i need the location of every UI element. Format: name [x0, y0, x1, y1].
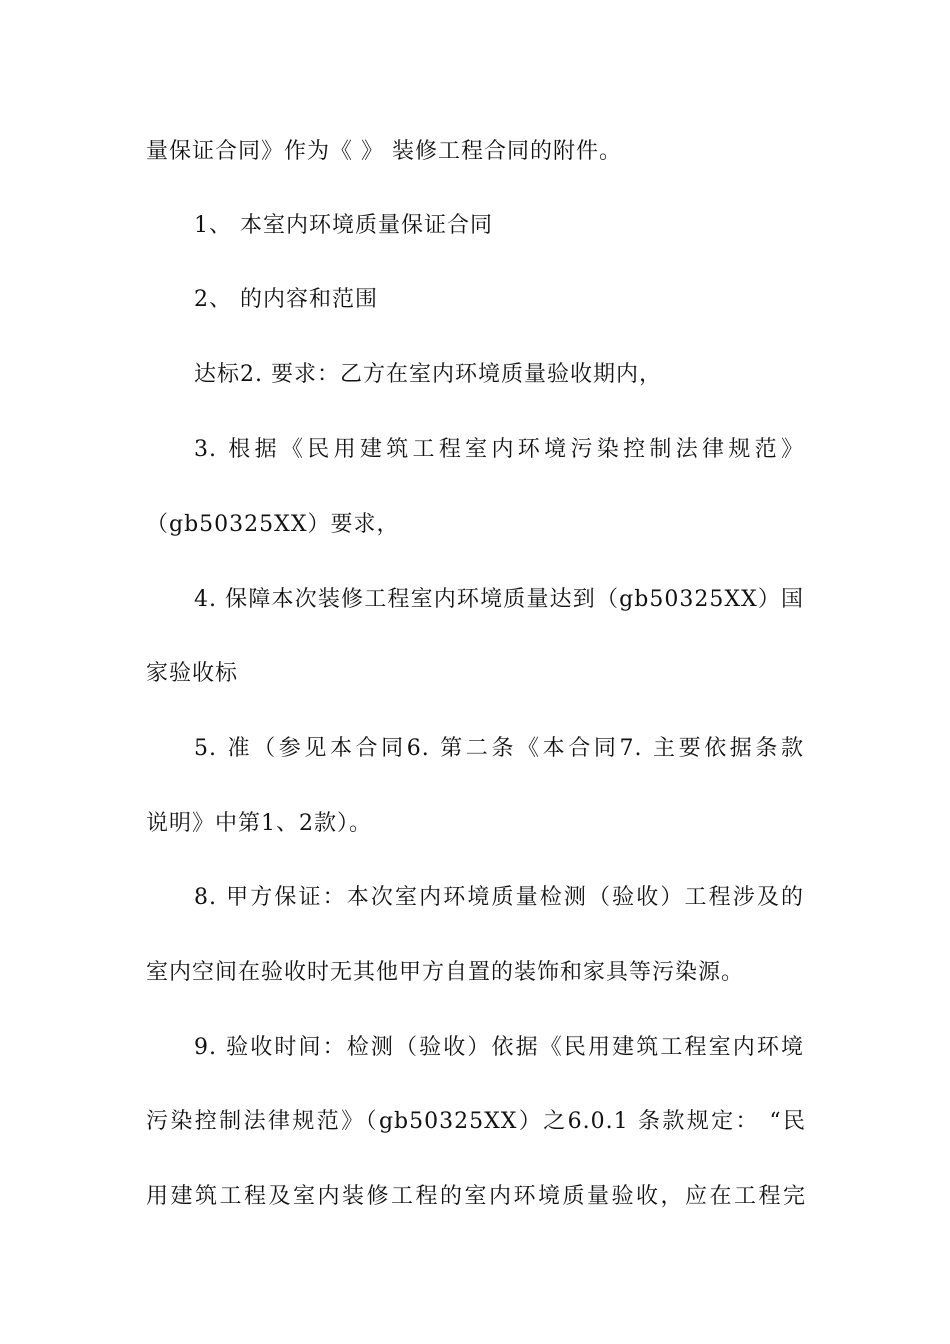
text-line-12: 室内空间在验收时无其他甲方自置的装饰和家具等污染源。 [146, 960, 745, 985]
text-line-7: 4. 保障本次装修工程室内环境质量达到（gb50325XX）国 [194, 587, 804, 612]
text-line-5: 3. 根据《民用建筑工程室内环境污染控制法律规范》 [194, 437, 804, 462]
text-line-10: 说明》中第1、2款）。 [146, 811, 372, 836]
text-line-14: 污染控制法律规范》（gb50325XX）之6.0.1 条款规定： “民 [146, 1109, 806, 1134]
text-line-6: （gb50325XX）要求， [146, 512, 400, 537]
text-line-13: 9. 验收时间：检测（验收）依据《民用建筑工程室内环境 [194, 1035, 804, 1060]
text-line-3: 2、 的内容和范围 [194, 287, 378, 312]
text-line-8: 家验收标 [146, 661, 239, 686]
text-line-1: 量保证合同》作为《 》 装修工程合同的附件。 [146, 139, 622, 164]
text-line-11: 8. 甲方保证：本次室内环境质量检测（验收）工程涉及的 [194, 885, 804, 910]
text-line-2: 1、 本室内环境质量保证合同 [194, 213, 493, 238]
text-line-9: 5. 准（参见本合同6. 第二条《本合同7. 主要依据条款 [194, 736, 804, 761]
text-line-4: 达标2. 要求：乙方在室内环境质量验收期内， [194, 362, 662, 387]
text-line-15: 用建筑工程及室内装修工程的室内环境质量验收，应在工程完 [146, 1184, 806, 1209]
